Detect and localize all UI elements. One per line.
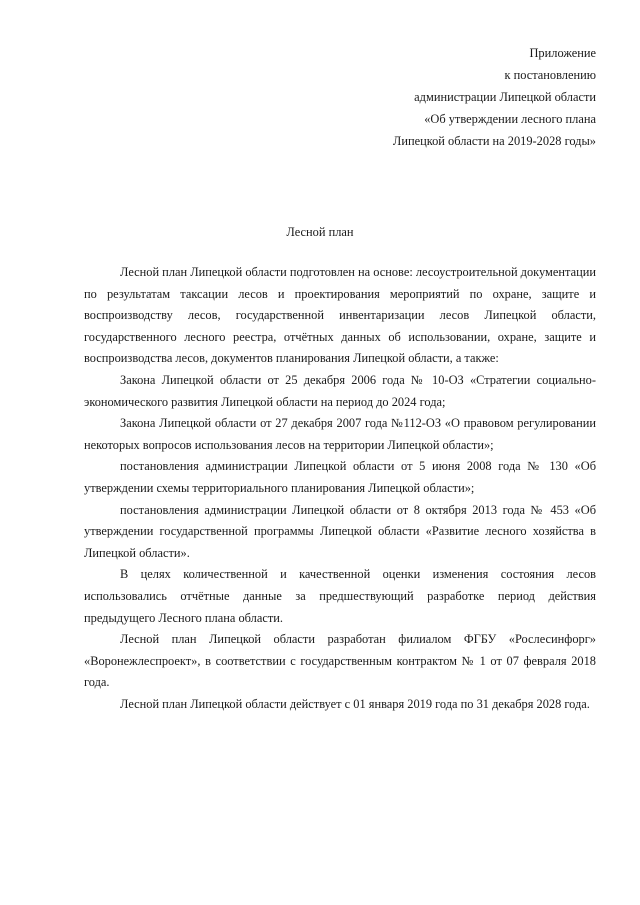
- appendix-header-line: к постановлению: [504, 68, 596, 82]
- document-title: Лесной план: [286, 225, 354, 239]
- body-paragraph: постановления администрации Липецкой области от 5 июня 2008 года № 130 «Об утверждении схемы территориального планирования Липецкой области»;: [84, 459, 596, 495]
- body-paragraph: Лесной план Липецкой области подготовлен на основе: лесоустроительной документации по результатам таксации лесов и проектирования мероприятий по охране, защите и воспроизводству лесов, государственной инвентаризации лесов Липецкой области, государственного лесного реестра, отчётных данных об использовании, охране, защите и воспроизводства лесов, документов планирования Липецкой области, а также:: [84, 265, 596, 366]
- appendix-header-line: администрации Липецкой области: [414, 90, 596, 104]
- body-paragraph: постановления администрации Липецкой области от 8 октября 2013 года № 453 «Об утверждении государственной программы Липецкой области «Развитие лесного хозяйства в Липецкой области».: [84, 502, 596, 560]
- appendix-header-line: «Об утверждении лесного плана: [424, 112, 596, 126]
- document-body: [84, 262, 596, 715]
- appendix-header: [296, 42, 596, 152]
- appendix-header-line: Липецкой области на 2019-2028 годы»: [392, 134, 596, 148]
- appendix-header-line: Приложение: [529, 46, 596, 60]
- body-paragraph: Закона Липецкой области от 27 декабря 2007 года №112-ОЗ «О правовом регулировании некоторых вопросов использования лесов на территории Липецкой области»;: [84, 416, 596, 452]
- body-paragraph: В целях количественной и качественной оценки изменения состояния лесов использовались отчётные данные за предшествующий разработке период действия предыдущего Лесного плана области.: [84, 567, 596, 625]
- body-paragraph: Закона Липецкой области от 25 декабря 2006 года № 10-ОЗ «Стратегии социально-экономического развития Липецкой области на период до 2024 года;: [84, 372, 596, 409]
- body-paragraph: Лесной план Липецкой области действует с 01 января 2019 года по 31 декабря 2028 года.: [120, 696, 590, 711]
- body-paragraph: Лесной план Липецкой области разработан филиалом ФГБУ «Рослесинфорг» «Воронежлеспроект», в соответствии с государственным контрактом № 1 от 07 февраля 2018 года.: [84, 632, 596, 690]
